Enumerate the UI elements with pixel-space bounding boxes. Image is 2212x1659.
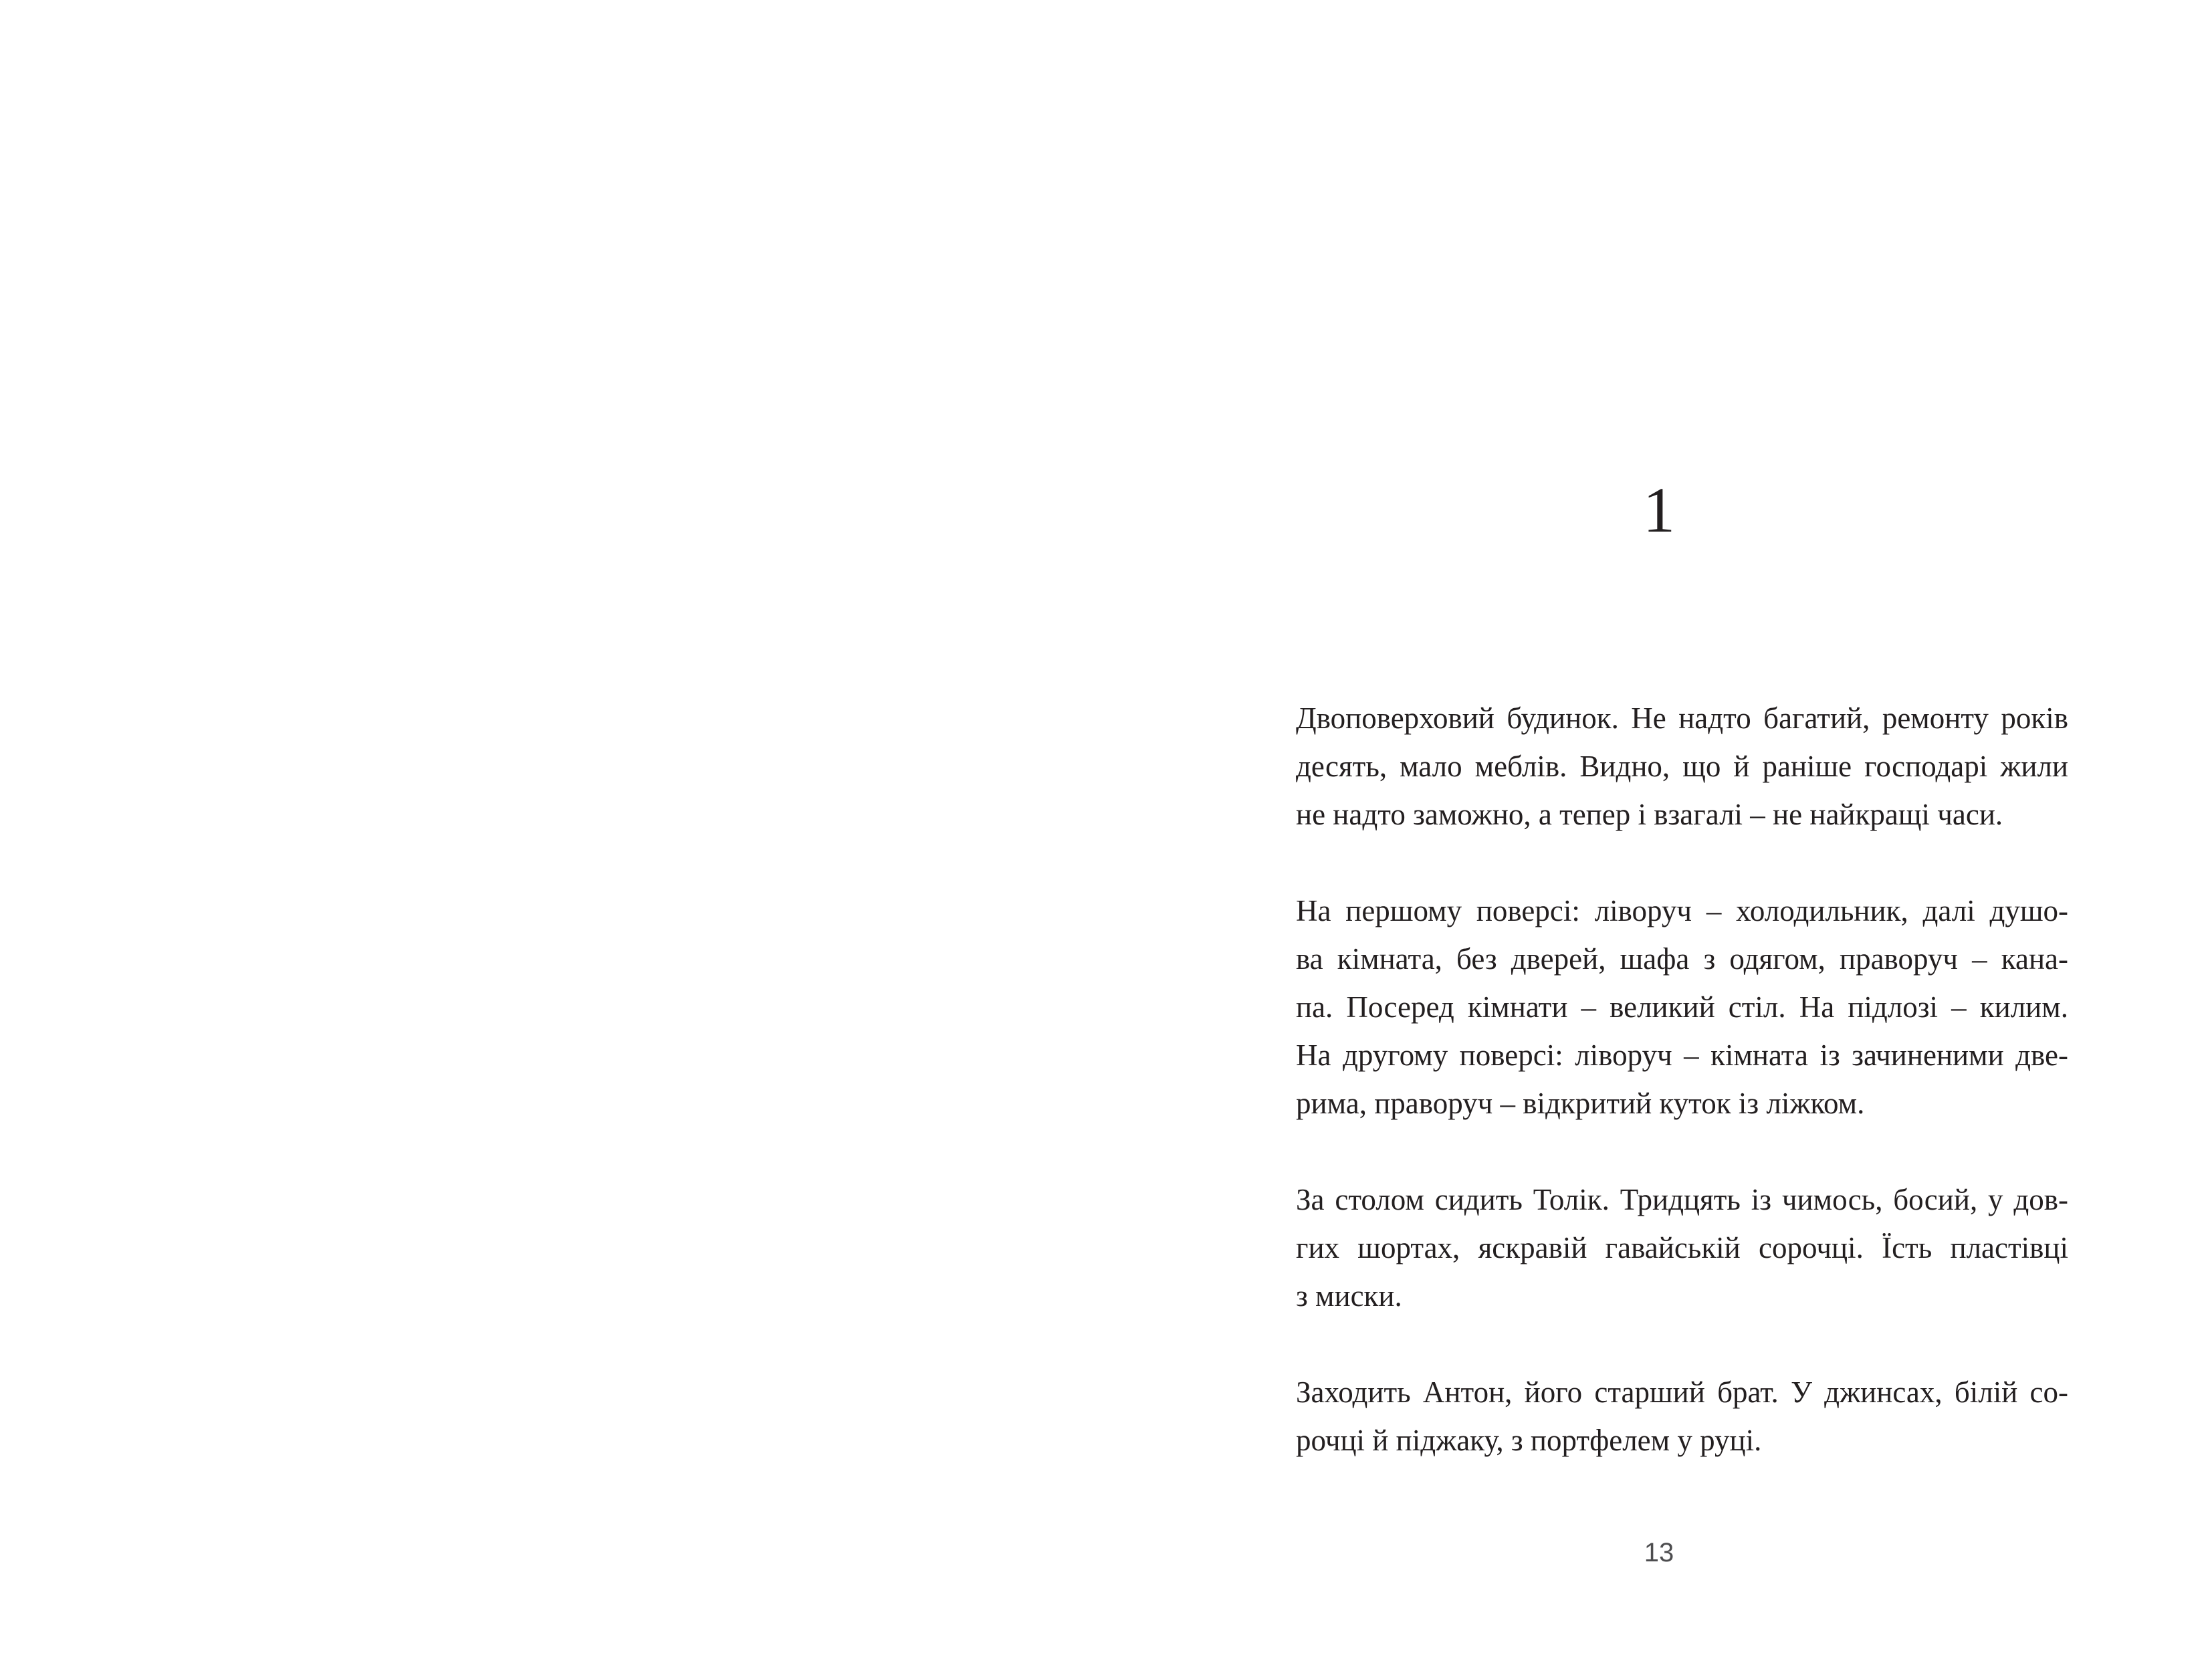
paragraph-2 (1296, 887, 2068, 1127)
text-line: Двоповерховий будинок. Не надто багатий, ремонту років (1296, 701, 2068, 735)
text-line: На першому поверсі: ліворуч – холодильник, далі душо- (1296, 894, 2068, 927)
text-line: па. Посеред кімнати – великий стіл. На підлозі – килим. (1296, 990, 2068, 1024)
text-line: гих шортах, яскравій гавайській сорочці. Їсть пластівці (1296, 1231, 2068, 1264)
paragraph-1 (1296, 694, 2068, 839)
text-line: не надто заможно, а тепер і взагалі – не найкращі часи. (1296, 798, 2003, 831)
text-line: рочці й піджаку, з портфелем у руці. (1296, 1424, 1762, 1457)
text-line: За столом сидить Толік. Тридцять із чимось, босий, у дов- (1296, 1183, 2068, 1216)
text-line: ва кімната, без дверей, шафа з одягом, праворуч – кана- (1296, 942, 2068, 976)
chapter-number: 1 (1643, 474, 1675, 546)
text-line: десять, мало меблів. Видно, що й раніше господарі жили (1296, 750, 2068, 783)
text-line: рима, праворуч – відкритий куток із ліжком. (1296, 1087, 1865, 1120)
text-line: з миски. (1296, 1279, 1402, 1313)
paragraph-4 (1296, 1368, 2068, 1464)
page-number: 13 (1644, 1538, 1674, 1567)
paragraph-3 (1296, 1176, 2068, 1320)
text-block (1296, 694, 2068, 1513)
right-page (1106, 0, 2212, 1659)
text-line: На другому поверсі: ліворуч – кімната із зачиненими две- (1296, 1038, 2068, 1072)
text-line: Заходить Антон, його старший брат. У джинсах, білій со- (1296, 1375, 2068, 1409)
